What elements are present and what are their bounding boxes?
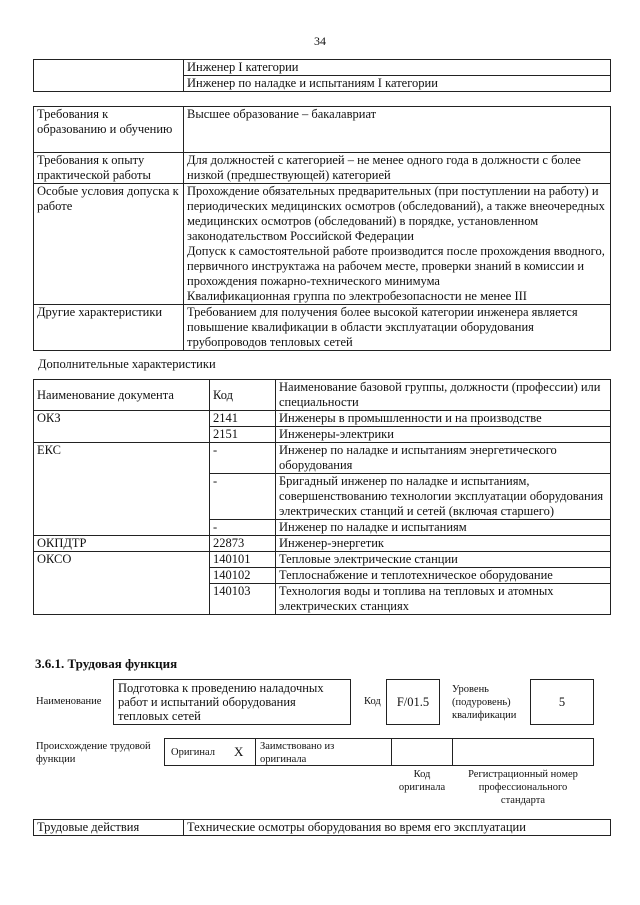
reg-number-caption: Регистрационный номер профессионального стандарта [468,769,578,806]
name-cell: Инженеры в промышленности и на производстве [276,411,611,427]
name-cell: Инженеры-электрики [276,427,611,443]
function-code: F/01.5 [396,695,430,709]
code-cell: 2151 [210,427,276,443]
requirement-value: Требованием для получения более высокой категории инженера является повышение квалификации в области эксплуатации оборудования трубопроводов тепловых сетей [184,305,611,351]
labor-actions-value: Технические осмотры оборудования во время его эксплуатации [184,820,611,836]
requirement-paragraph: Допуск к самостоятельной работе производится после прохождения вводного, первичного инструктажа на рабочем месте, проверки знаний в комиссии и прохождения пожарно-технического минимума [187,244,605,288]
function-name: Подготовка к проведению наладочных работ и испытаний оборудования тепловых сетей [118,681,324,723]
name-cell: Инженер-энергетик [276,536,611,552]
table-row [34,107,611,153]
table-row [34,184,611,305]
code-cell: - [210,474,276,520]
qualification-level: 5 [558,695,566,709]
code-cell: - [210,443,276,474]
table-row [34,153,611,184]
header-name: Наименование базовой группы, должности (профессии) или специальности [276,380,611,411]
table-row [34,305,611,351]
name-cell: Технология воды и топлива на тепловых и атомных электрических станциях [276,584,611,615]
requirement-value [184,184,611,305]
code-box [386,679,440,725]
original-label: Оригинал [171,747,215,758]
original-checkmark: X [234,744,244,759]
name-cell: Теплоснабжение и теплотехническое оборудование [276,568,611,584]
labor-actions-table [33,819,611,836]
level-box [530,679,594,725]
requirement-label: Другие характеристики [34,305,184,351]
requirement-label: Требования к образованию и обучению [34,107,184,153]
doc-cell: ОКПДТР [34,536,210,552]
name-cell: Тепловые электрические станции [276,552,611,568]
labor-actions-label: Трудовые действия [34,820,184,836]
requirement-paragraph: Квалификационная группа по электробезопасности не менее III [187,289,527,303]
empty-cell [34,60,184,92]
code-label: Код [364,696,381,707]
name-cell: Бригадный инженер по наладке и испытаниям, совершенствованию технологии эксплуатации оборудования электрических станций и сетей (включая старшего) [276,474,611,520]
page-number: 34 [314,34,326,48]
additional-characteristics-title: Дополнительные характеристики [38,357,216,371]
header-doc: Наименование документа [34,380,210,411]
code-cell: - [210,520,276,536]
code-cell: 140102 [210,568,276,584]
requirements-table [33,106,611,351]
table-row [34,443,611,474]
job-titles-table [33,59,611,92]
table-row [34,820,611,836]
code-cell: 140101 [210,552,276,568]
doc-cell: ОКЗ [34,411,210,443]
labor-function-title: 3.6.1. Трудовая функция [35,656,178,671]
origin-label: Происхождение трудовой функции [36,741,151,765]
header-code: Код [210,380,276,411]
borrowed-box [255,738,392,766]
code-original-box [391,738,453,766]
name-cell: Инженер по наладке и испытаниям [276,520,611,536]
table-row [34,552,611,568]
requirement-value: Для должностей с категорией – не менее одного года в должности с более низкой (предшествующей) категорией [184,153,611,184]
function-name-box [113,679,351,725]
requirement-paragraph: Прохождение обязательных предварительных (при поступлении на работу) и периодических медицинских осмотров (обследований), а также внеочередных медицинских осмотров (обследований) в порядке, установленном законодательством Российской Федерации [187,184,605,243]
level-label: Уровень (подуровень) квалификации [452,684,517,721]
requirement-value: Высшее образование – бакалавриат [184,107,611,153]
job-title: Инженер по наладке и испытаниям I категории [184,76,611,92]
requirement-label: Особые условия допуска к работе [34,184,184,305]
reg-number-box [452,738,594,766]
code-cell: 2141 [210,411,276,427]
name-cell: Инженер по наладке и испытаниям энергетического оборудования [276,443,611,474]
original-box [164,738,256,766]
code-cell: 140103 [210,584,276,615]
code-original-caption: Код оригинала [398,769,446,793]
table-row [34,411,611,427]
code-cell: 22873 [210,536,276,552]
doc-cell: ОКСО [34,552,210,615]
doc-cell: ЕКС [34,443,210,536]
borrowed-label: Заимствовано из оригинала [260,741,335,765]
additional-characteristics-table [33,379,611,615]
name-label: Наименование [36,696,102,707]
job-title: Инженер I категории [184,60,611,76]
table-header-row [34,380,611,411]
requirement-label: Требования к опыту практической работы [34,153,184,184]
table-row [34,536,611,552]
